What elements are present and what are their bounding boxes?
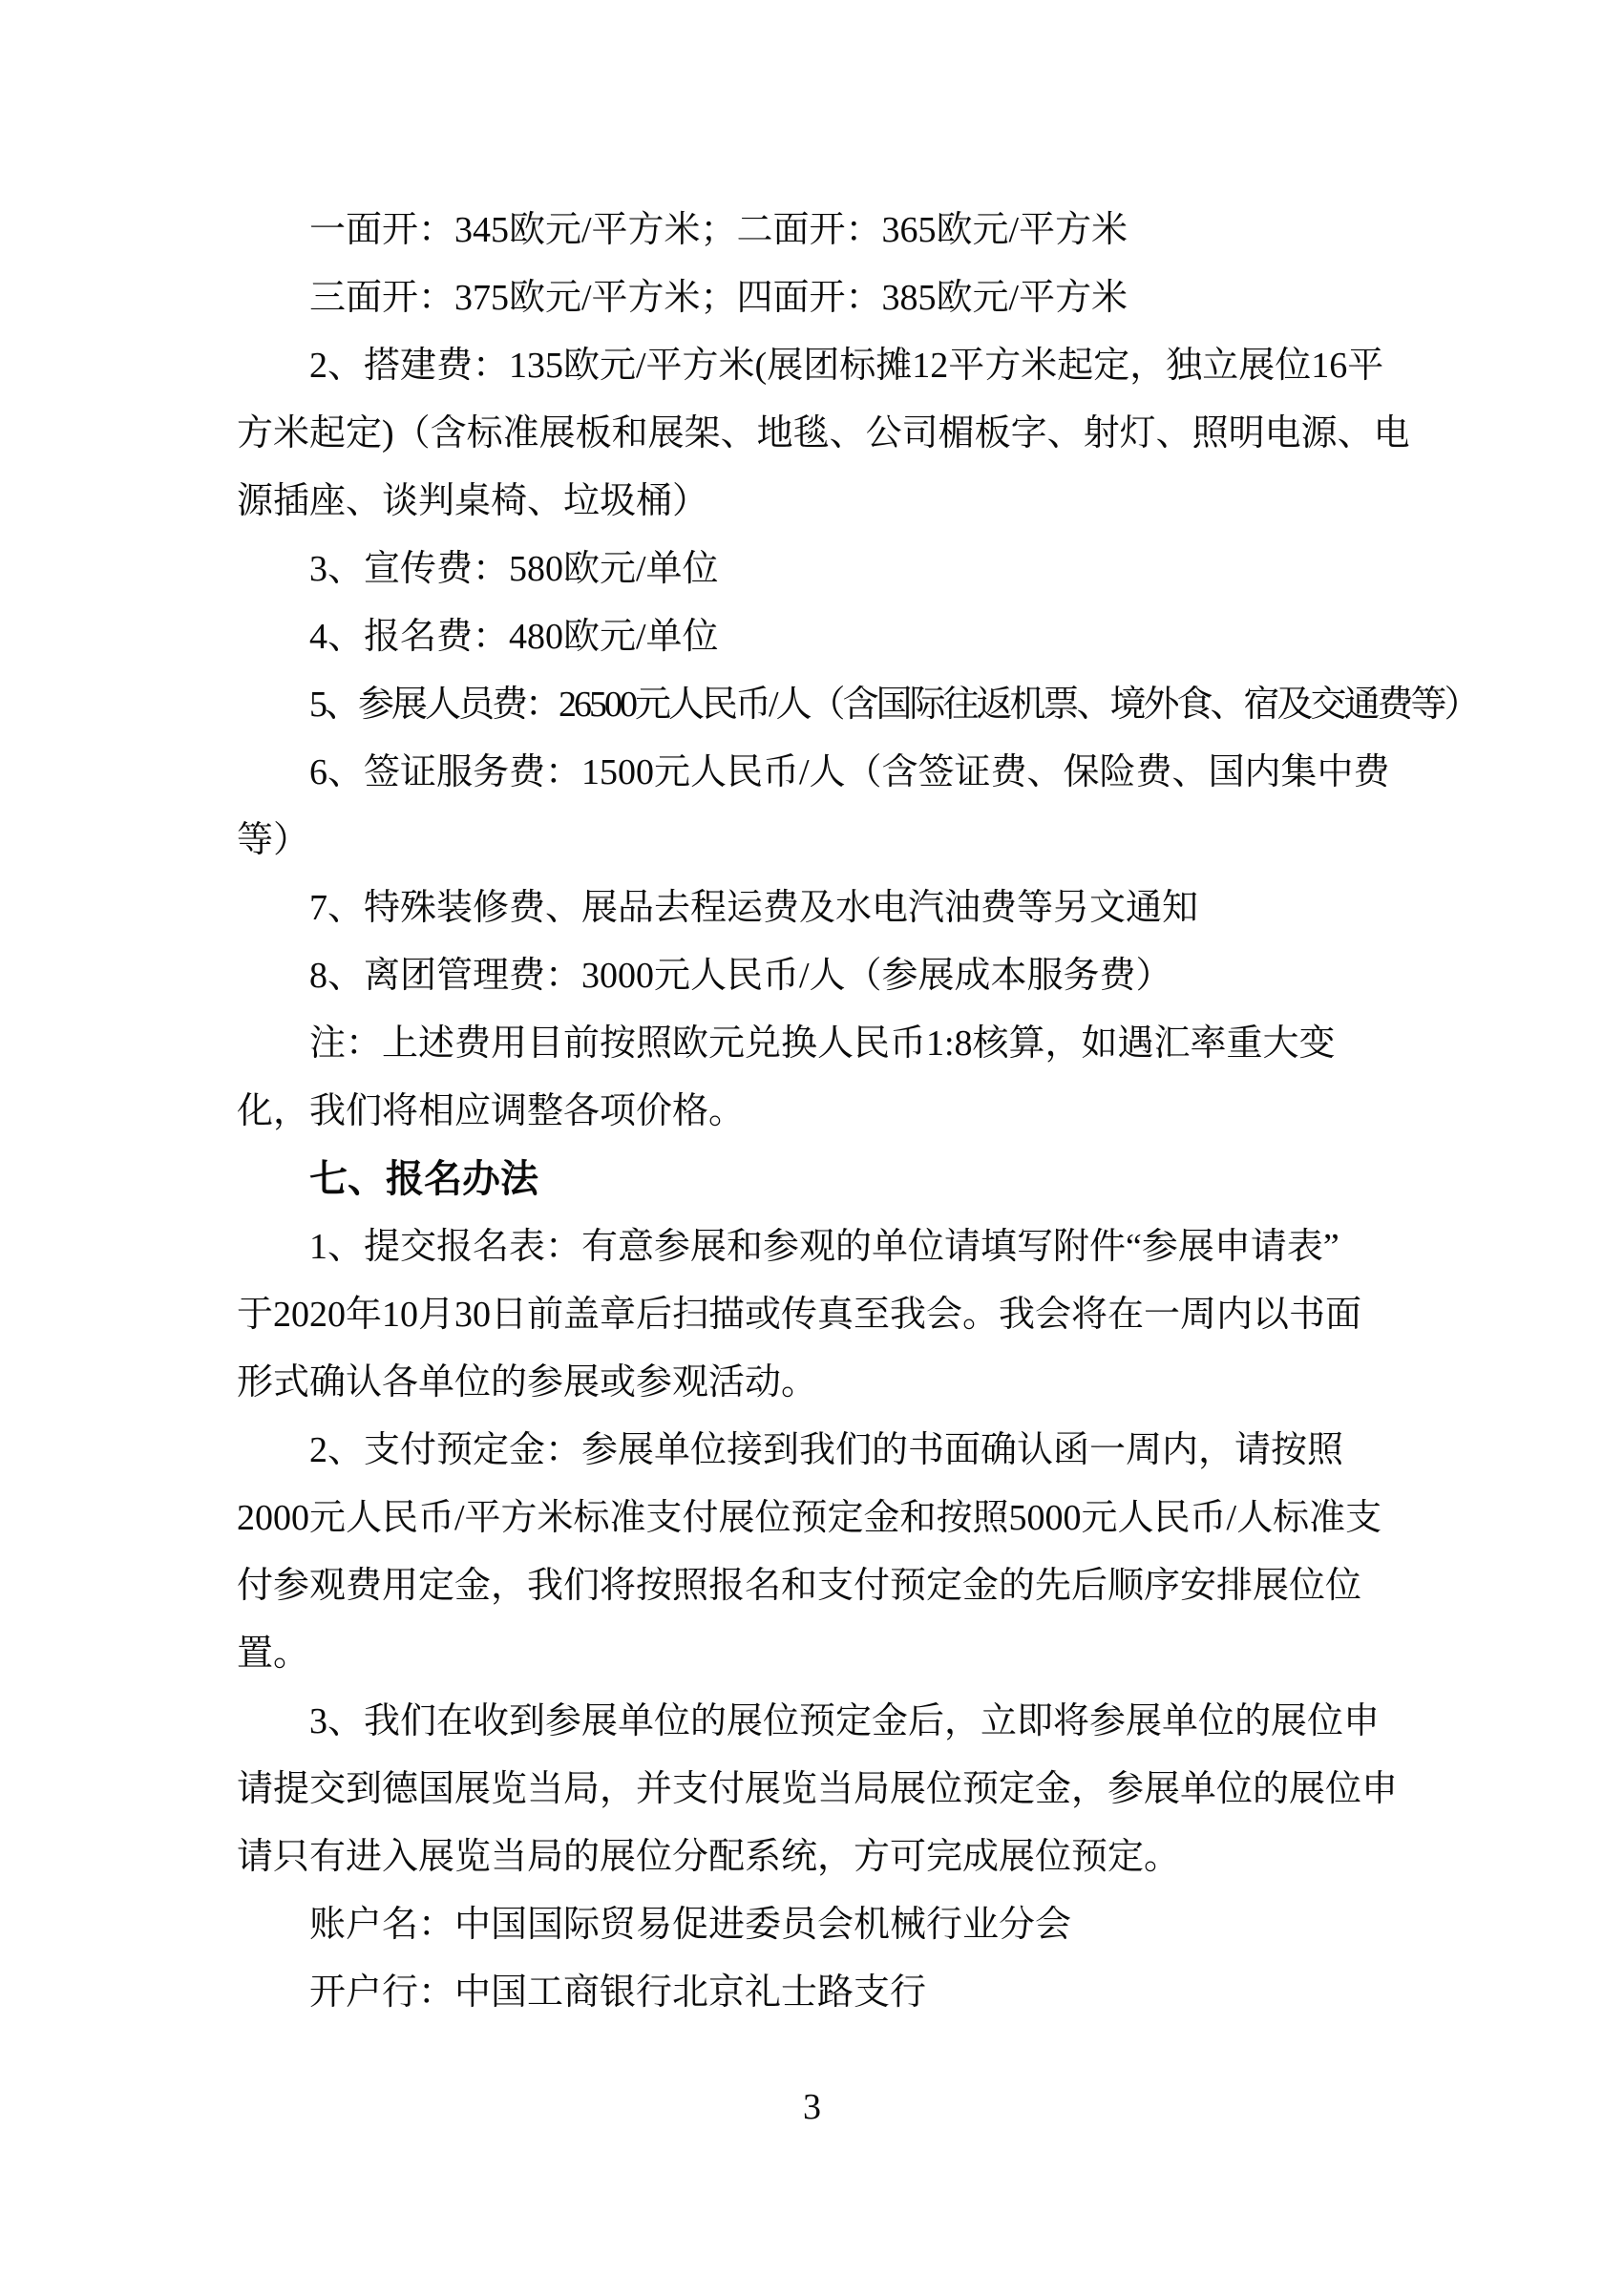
text-line: 2、支付预定金：参展单位接到我们的书面确认函一周内，请按照 bbox=[309, 1430, 1344, 1470]
text-line: 3、我们在收到参展单位的展位预定金后，立即将参展单位的展位申 bbox=[309, 1701, 1381, 1741]
text-line: 等） bbox=[237, 820, 310, 860]
text-line: 2、搭建费：135欧元/平方米(展团标摊12平方米起定，独立展位16平 bbox=[309, 346, 1384, 386]
text-line: 6、签证服务费：1500元人民币/人（含签证费、保险费、国内集中费 bbox=[309, 752, 1390, 792]
text-line: 请提交到德国展览当局，并支付展览当局展位预定金，参展单位的展位申 bbox=[237, 1769, 1399, 1809]
text-line: 形式确认各单位的参展或参观活动。 bbox=[237, 1362, 818, 1403]
section-heading: 七、报名办法 bbox=[309, 1158, 538, 1200]
text-line: 置。 bbox=[237, 1634, 310, 1674]
document-body bbox=[237, 197, 1478, 2027]
text-line: 方米起定)（含标准展板和展架、地毯、公司楣板字、射灯、照明电源、电 bbox=[237, 413, 1410, 453]
text-line: 8、离团管理费：3000元人民币/人（参展成本服务费） bbox=[309, 956, 1172, 996]
text-line: 付参观费用定金，我们将按照报名和支付预定金的先后顺序安排展位位 bbox=[237, 1566, 1362, 1606]
text-line: 7、特殊装修费、展品去程运费及水电汽油费等另文通知 bbox=[309, 888, 1199, 928]
text-line: 5、参展人员费：26500元人民币/人（含国际往返机票、境外食、宿及交通费等） bbox=[309, 685, 1478, 725]
text-line: 三面开：375欧元/平方米；四面开：385欧元/平方米 bbox=[309, 278, 1128, 318]
text-line: 源插座、谈判桌椅、垃圾桶） bbox=[237, 481, 709, 521]
bank-branch-line: 开户行：中国工商银行北京礼士路支行 bbox=[309, 1972, 927, 2013]
text-line: 请只有进入展览当局的展位分配系统，方可完成展位预定。 bbox=[237, 1837, 1181, 1877]
text-line: 注：上述费用目前按照欧元兑换人民币1:8核算，如遇汇率重大变 bbox=[309, 1023, 1336, 1064]
text-line: 化，我们将相应调整各项价格。 bbox=[237, 1091, 746, 1131]
text-line: 2000元人民币/平方米标准支付展位预定金和按照5000元人民币/人标准支 bbox=[237, 1498, 1382, 1538]
account-name-line: 账户名：中国国际贸易促进委员会机械行业分会 bbox=[309, 1905, 1072, 1945]
text-line: 于2020年10月30日前盖章后扫描或传真至我会。我会将在一周内以书面 bbox=[237, 1295, 1362, 1335]
page-number: 3 bbox=[803, 2087, 821, 2127]
text-line: 一面开：345欧元/平方米；二面开：365欧元/平方米 bbox=[309, 210, 1128, 250]
text-line: 4、报名费：480欧元/单位 bbox=[309, 617, 719, 657]
text-line: 3、宣传费：580欧元/单位 bbox=[309, 549, 719, 589]
text-line: 1、提交报名表：有意参展和参观的单位请填写附件“参展申请表” bbox=[309, 1227, 1339, 1267]
